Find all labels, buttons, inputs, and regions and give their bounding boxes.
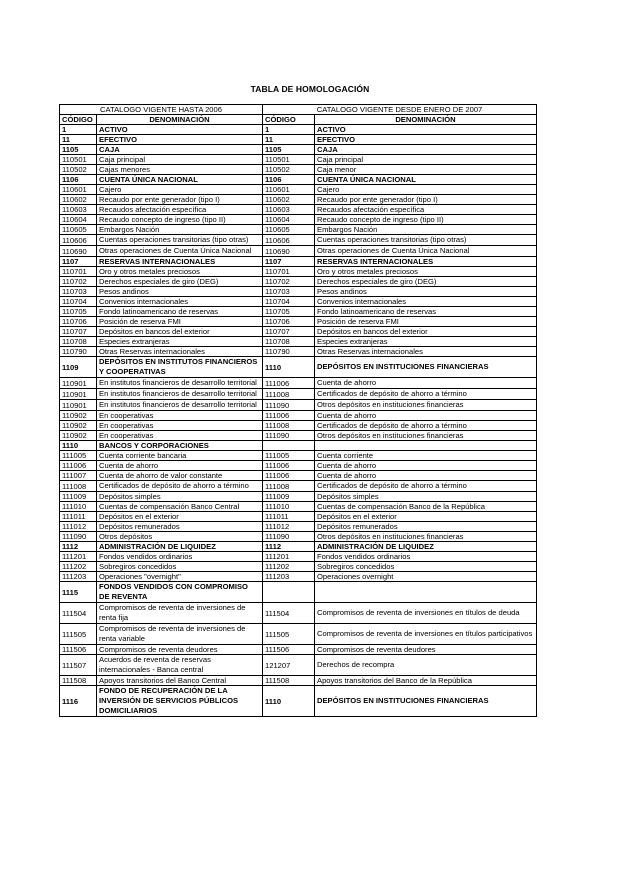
cell-code-new: 111009	[263, 492, 315, 502]
cell-code-new: 1110	[263, 357, 315, 378]
cell-code-new: 110704	[263, 297, 315, 307]
cell-name-old: En cooperativas	[97, 431, 263, 441]
cell-name-old: Derechos especiales de giro (DEG)	[97, 277, 263, 287]
cell-name-old: ADMINISTRACIÓN DE LIQUIDEZ	[97, 542, 263, 552]
document-title: TABLA DE HOMOLOGACIÓN	[250, 84, 370, 94]
cell-name-old: Posición de reserva FMI	[97, 317, 263, 327]
cell-name-old: Pesos andinos	[97, 287, 263, 297]
cell-code-new: 110501	[263, 155, 315, 165]
cell-name-old: Otras operaciones de Cuenta Única Nacional	[97, 246, 263, 257]
table-row	[60, 205, 537, 215]
table-row	[60, 431, 537, 441]
table-row	[60, 562, 537, 572]
cell-code-old: 110706	[60, 317, 97, 327]
table-row	[60, 175, 537, 185]
cell-code-old: 111006	[60, 461, 97, 471]
cell-name-new: Cuenta de ahorro	[315, 411, 537, 421]
cell-code-old: 110902	[60, 421, 97, 431]
cell-code-new: 1112	[263, 542, 315, 552]
table-row	[60, 125, 537, 135]
cell-name-old: Cuenta de ahorro de valor constante	[97, 471, 263, 481]
table-row	[60, 502, 537, 512]
cell-name-new: RESERVAS INTERNACIONALES	[315, 257, 537, 267]
table-row	[60, 389, 537, 400]
cell-code-old: 1112	[60, 542, 97, 552]
cell-name-old: En cooperativas	[97, 411, 263, 421]
cell-code-new: 110606	[263, 235, 315, 246]
cell-code-old: 110603	[60, 205, 97, 215]
table-row	[60, 676, 537, 686]
cell-code-new: 1106	[263, 175, 315, 185]
table-row	[60, 235, 537, 246]
cell-name-old: Acuerdos de reventa de reservas internacionales - Banca central	[97, 655, 263, 676]
cell-code-new	[263, 582, 315, 603]
cell-name-old: RESERVAS INTERNACIONALES	[97, 257, 263, 267]
cell-name-new: Cuentas operaciones transitorias (tipo otras)	[315, 235, 537, 246]
table-row	[60, 645, 537, 655]
cell-code-new: 1105	[263, 145, 315, 155]
cell-name-new: Pesos andinos	[315, 287, 537, 297]
table-row	[60, 686, 537, 717]
cell-code-old: 110705	[60, 307, 97, 317]
cell-name-old: En institutos financieros de desarrollo territorial	[97, 389, 263, 400]
cell-code-new: 110705	[263, 307, 315, 317]
cell-code-new: 111508	[263, 676, 315, 686]
cell-code-new: 110690	[263, 246, 315, 257]
cell-code-new: 110601	[263, 185, 315, 195]
cell-name-new: Otras Reservas internacionales	[315, 347, 537, 357]
cell-code-new: 111010	[263, 502, 315, 512]
cell-code-new	[263, 441, 315, 451]
cell-name-new: Otros depósitos en instituciones financieras	[315, 532, 537, 542]
table-row	[60, 307, 537, 317]
table-row	[60, 481, 537, 492]
table-row	[60, 287, 537, 297]
cell-code-new: 110707	[263, 327, 315, 337]
cell-code-new: 110703	[263, 287, 315, 297]
cell-code-new: 1107	[263, 257, 315, 267]
cell-code-new: 110603	[263, 205, 315, 215]
cell-name-old: Depósitos en bancos del exterior	[97, 327, 263, 337]
table-row	[60, 347, 537, 357]
cell-name-new: CAJA	[315, 145, 537, 155]
cell-code-old: 1105	[60, 145, 97, 155]
table-row	[60, 492, 537, 502]
cell-name-old: Otras Reservas internacionales	[97, 347, 263, 357]
cell-code-old: 1107	[60, 257, 97, 267]
cell-name-old: Convenios internacionales	[97, 297, 263, 307]
cell-name-new: Depósitos remunerados	[315, 522, 537, 532]
cell-code-old: 111508	[60, 676, 97, 686]
cell-code-old: 110605	[60, 225, 97, 235]
cell-name-new: Fondos vendidos ordinarios	[315, 552, 537, 562]
cell-name-old: Depósitos en el exterior	[97, 512, 263, 522]
cell-code-old: 111009	[60, 492, 97, 502]
cell-name-old: Compromisos de reventa deudores	[97, 645, 263, 655]
cell-name-old: Certificados de depósito de ahorro a término	[97, 481, 263, 492]
cell-name-new: Compromisos de reventa de inversiones en títulos de deuda	[315, 603, 537, 624]
cell-code-new: 111090	[263, 532, 315, 542]
cell-code-new: 111504	[263, 603, 315, 624]
cell-code-old: 110690	[60, 246, 97, 257]
table-row	[60, 655, 537, 676]
cell-name-old: ACTIVO	[97, 125, 263, 135]
table-row	[60, 552, 537, 562]
cell-name-new: Recaudo por ente generador (tipo I)	[315, 195, 537, 205]
cell-name-old: Cajas menores	[97, 165, 263, 175]
cell-name-old: Recaudos afectación específica	[97, 205, 263, 215]
cell-name-old: FONDO DE RECUPERACIÓN DE LA INVERSIÓN DE SERVICIOS PÚBLICOS DOMICILIARIOS	[97, 686, 263, 717]
cell-code-new: 111006	[263, 378, 315, 389]
table-row	[60, 471, 537, 481]
cell-code-new: 111506	[263, 645, 315, 655]
cell-code-new: 111006	[263, 461, 315, 471]
cell-code-new: 111090	[263, 431, 315, 441]
table-row	[60, 582, 537, 603]
cell-name-new: Oro y otros metales preciosos	[315, 267, 537, 277]
cell-name-new: Certificados de depósito de ahorro a término	[315, 421, 537, 431]
cell-name-old: FONDOS VENDIDOS CON COMPROMISO DE REVENTA	[97, 582, 263, 603]
cell-name-new: EFECTIVO	[315, 135, 537, 145]
cell-code-new: 1	[263, 125, 315, 135]
cell-code-new: 111006	[263, 471, 315, 481]
table-row	[60, 327, 537, 337]
cell-name-old: Compromisos de reventa de inversiones de renta variable	[97, 624, 263, 645]
cell-code-old: 110606	[60, 235, 97, 246]
cell-code-new: 110604	[263, 215, 315, 225]
group-header-new: CATALOGO VIGENTE DESDE ENERO DE 2007	[263, 105, 537, 115]
cell-name-old: Embargos Nación	[97, 225, 263, 235]
cell-name-old: Fondos vendidos ordinarios	[97, 552, 263, 562]
cell-name-new: Apoyos transitorios del Banco de la República	[315, 676, 537, 686]
cell-code-new: 110706	[263, 317, 315, 327]
cell-name-new: Derechos especiales de giro (DEG)	[315, 277, 537, 287]
cell-name-new: Cuentas de compensación Banco de la República	[315, 502, 537, 512]
table-row	[60, 512, 537, 522]
cell-name-old: Recaudo por ente generador (tipo I)	[97, 195, 263, 205]
cell-code-old: 11	[60, 135, 97, 145]
cell-name-new: DEPÓSITOS EN INSTITUCIONES FINANCIERAS	[315, 357, 537, 378]
cell-name-new: Caja principal	[315, 155, 537, 165]
table-row	[60, 155, 537, 165]
cell-name-new: Depósitos en bancos del exterior	[315, 327, 537, 337]
cell-code-old: 111202	[60, 562, 97, 572]
cell-name-new: Cuenta de ahorro	[315, 461, 537, 471]
cell-code-old: 110602	[60, 195, 97, 205]
cell-name-old: BANCOS Y CORPORACIONES	[97, 441, 263, 451]
table-row	[60, 225, 537, 235]
cell-code-new: 1110	[263, 686, 315, 717]
column-header-row	[60, 115, 537, 125]
cell-code-new: 110701	[263, 267, 315, 277]
table-row	[60, 378, 537, 389]
cell-name-new	[315, 582, 537, 603]
cell-name-new: Otros depósitos en instituciones financieras	[315, 400, 537, 411]
table-body	[60, 105, 537, 717]
table-row	[60, 195, 537, 205]
cell-code-old: 111090	[60, 532, 97, 542]
cell-code-old: 110901	[60, 389, 97, 400]
cell-code-new: 111203	[263, 572, 315, 582]
cell-code-old: 110704	[60, 297, 97, 307]
cell-code-old: 110708	[60, 337, 97, 347]
cell-code-old: 1110	[60, 441, 97, 451]
cell-code-old: 110501	[60, 155, 97, 165]
group-header-old: CATALOGO VIGENTE HASTA 2006	[60, 105, 263, 115]
cell-name-new: Otras operaciones de Cuenta Única Nacional	[315, 246, 537, 257]
cell-code-old: 110502	[60, 165, 97, 175]
cell-code-new: 110702	[263, 277, 315, 287]
cell-code-old: 110604	[60, 215, 97, 225]
cell-code-old: 111507	[60, 655, 97, 676]
cell-code-new: 11	[263, 135, 315, 145]
cell-code-old: 1116	[60, 686, 97, 717]
cell-code-old: 110703	[60, 287, 97, 297]
table-row	[60, 411, 537, 421]
cell-name-old: Cajero	[97, 185, 263, 195]
cell-code-old: 1106	[60, 175, 97, 185]
table-row	[60, 532, 537, 542]
cell-name-new: Recaudos afectación específica	[315, 205, 537, 215]
cell-code-old: 1115	[60, 582, 97, 603]
table-row	[60, 297, 537, 307]
cell-name-new: Compromisos de reventa de inversiones en títulos participativos	[315, 624, 537, 645]
cell-name-old: Depósitos simples	[97, 492, 263, 502]
cell-code-new: 111090	[263, 400, 315, 411]
cell-name-new: Depósitos simples	[315, 492, 537, 502]
table-row	[60, 441, 537, 451]
cell-name-old: CUENTA ÚNICA NACIONAL	[97, 175, 263, 185]
cell-code-new: 121207	[263, 655, 315, 676]
col-header-code-old: CÓDIGO	[60, 115, 97, 125]
table-row	[60, 451, 537, 461]
table-row	[60, 421, 537, 431]
cell-name-new: Certificados de depósito de ahorro a término	[315, 481, 537, 492]
table-row	[60, 277, 537, 287]
cell-name-old: Caja principal	[97, 155, 263, 165]
cell-code-old: 111505	[60, 624, 97, 645]
cell-code-new: 110502	[263, 165, 315, 175]
cell-name-new: DEPÓSITOS EN INSTITUCIONES FINANCIERAS	[315, 686, 537, 717]
group-header-row	[60, 105, 537, 115]
col-header-name-new: DENOMINACIÓN	[315, 115, 537, 125]
cell-code-old: 111008	[60, 481, 97, 492]
cell-name-old: Cuentas operaciones transitorias (tipo otras)	[97, 235, 263, 246]
cell-code-old: 110601	[60, 185, 97, 195]
cell-name-new: Recaudo concepto de ingreso (tipo II)	[315, 215, 537, 225]
cell-code-old: 111203	[60, 572, 97, 582]
cell-name-new: CUENTA ÚNICA NACIONAL	[315, 175, 537, 185]
cell-name-new: Depósitos en el exterior	[315, 512, 537, 522]
cell-code-new: 110605	[263, 225, 315, 235]
cell-name-new: Compromisos de reventa deudores	[315, 645, 537, 655]
cell-code-old: 110901	[60, 378, 97, 389]
cell-code-old: 111506	[60, 645, 97, 655]
table-row	[60, 145, 537, 155]
cell-code-old: 110901	[60, 400, 97, 411]
cell-name-new: Operaciones overnight	[315, 572, 537, 582]
cell-name-new: Certificados de depósito de ahorro a término	[315, 389, 537, 400]
cell-name-new: Sobregiros concedidos	[315, 562, 537, 572]
cell-code-old: 110707	[60, 327, 97, 337]
cell-name-new: ACTIVO	[315, 125, 537, 135]
table-row	[60, 603, 537, 624]
cell-code-new: 110602	[263, 195, 315, 205]
table-row	[60, 522, 537, 532]
cell-code-new: 111005	[263, 451, 315, 461]
cell-name-new: Derechos de recompra	[315, 655, 537, 676]
cell-name-new: Especies extranjeras	[315, 337, 537, 347]
cell-code-new: 110708	[263, 337, 315, 347]
cell-code-old: 110702	[60, 277, 97, 287]
cell-name-old: Sobregiros concedidos	[97, 562, 263, 572]
cell-code-old: 111201	[60, 552, 97, 562]
cell-name-old: En institutos financieros de desarrollo territorial	[97, 378, 263, 389]
cell-name-old: Recaudo concepto de ingreso (tipo II)	[97, 215, 263, 225]
cell-name-new: Fondo latinoamericano de reservas	[315, 307, 537, 317]
cell-name-new: ADMINISTRACIÓN DE LIQUIDEZ	[315, 542, 537, 552]
cell-code-new: 111011	[263, 512, 315, 522]
cell-code-old: 1109	[60, 357, 97, 378]
cell-name-old: Oro y otros metales preciosos	[97, 267, 263, 277]
cell-name-old: Especies extranjeras	[97, 337, 263, 347]
col-header-name-old: DENOMINACIÓN	[97, 115, 263, 125]
cell-code-old: 110902	[60, 431, 97, 441]
cell-code-new: 110790	[263, 347, 315, 357]
cell-name-old: Depósitos remunerados	[97, 522, 263, 532]
cell-name-new: Posición de reserva FMI	[315, 317, 537, 327]
cell-name-old: En institutos financieros de desarrollo territorial	[97, 400, 263, 411]
cell-name-new	[315, 441, 537, 451]
cell-code-new: 111202	[263, 562, 315, 572]
cell-code-old: 111012	[60, 522, 97, 532]
cell-code-new: 111008	[263, 421, 315, 431]
cell-code-old: 110790	[60, 347, 97, 357]
cell-name-new: Embargos Nación	[315, 225, 537, 235]
table-row	[60, 215, 537, 225]
cell-code-old: 111011	[60, 512, 97, 522]
table-row	[60, 165, 537, 175]
table-row	[60, 400, 537, 411]
table-row	[60, 337, 537, 347]
cell-code-old: 111010	[60, 502, 97, 512]
cell-name-new: Caja menor	[315, 165, 537, 175]
col-header-code-new: CÓDIGO	[263, 115, 315, 125]
cell-name-old: DEPÓSITOS EN INSTITUTOS FINANCIEROS Y COOPERATIVAS	[97, 357, 263, 378]
table-row	[60, 357, 537, 378]
table-row	[60, 257, 537, 267]
cell-code-new: 111012	[263, 522, 315, 532]
cell-name-old: Fondo latinoamericano de reservas	[97, 307, 263, 317]
cell-name-old: Cuenta de ahorro	[97, 461, 263, 471]
cell-name-new: Otros depósitos en instituciones financieras	[315, 431, 537, 441]
cell-code-old: 111005	[60, 451, 97, 461]
table-row	[60, 542, 537, 552]
cell-name-old: Operaciones "overnight"	[97, 572, 263, 582]
cell-name-old: Compromisos de reventa de inversiones de renta fija	[97, 603, 263, 624]
cell-name-new: Cuenta de ahorro	[315, 378, 537, 389]
cell-name-old: EFECTIVO	[97, 135, 263, 145]
cell-name-old: CAJA	[97, 145, 263, 155]
cell-name-new: Cuenta de ahorro	[315, 471, 537, 481]
cell-code-old: 111007	[60, 471, 97, 481]
cell-code-old: 110701	[60, 267, 97, 277]
cell-code-old: 1	[60, 125, 97, 135]
cell-name-old: Otros depósitos	[97, 532, 263, 542]
table-row	[60, 461, 537, 471]
cell-code-new: 111008	[263, 389, 315, 400]
table-row	[60, 135, 537, 145]
cell-name-new: Cajero	[315, 185, 537, 195]
table-row	[60, 317, 537, 327]
cell-name-old: Cuentas de compensación Banco Central	[97, 502, 263, 512]
cell-code-new: 111201	[263, 552, 315, 562]
cell-code-new: 111006	[263, 411, 315, 421]
cell-name-new: Convenios internacionales	[315, 297, 537, 307]
cell-code-old: 111504	[60, 603, 97, 624]
table-row	[60, 185, 537, 195]
cell-name-old: Apoyos transitorios del Banco Central	[97, 676, 263, 686]
table-row	[60, 572, 537, 582]
table-row	[60, 267, 537, 277]
cell-code-new: 111008	[263, 481, 315, 492]
table-row	[60, 624, 537, 645]
cell-code-old: 110902	[60, 411, 97, 421]
cell-code-new: 111505	[263, 624, 315, 645]
cell-name-old: Cuenta corriente bancaria	[97, 451, 263, 461]
cell-name-old: En cooperativas	[97, 421, 263, 431]
table-row	[60, 246, 537, 257]
homologation-table	[59, 104, 537, 717]
cell-name-new: Cuenta corriente	[315, 451, 537, 461]
